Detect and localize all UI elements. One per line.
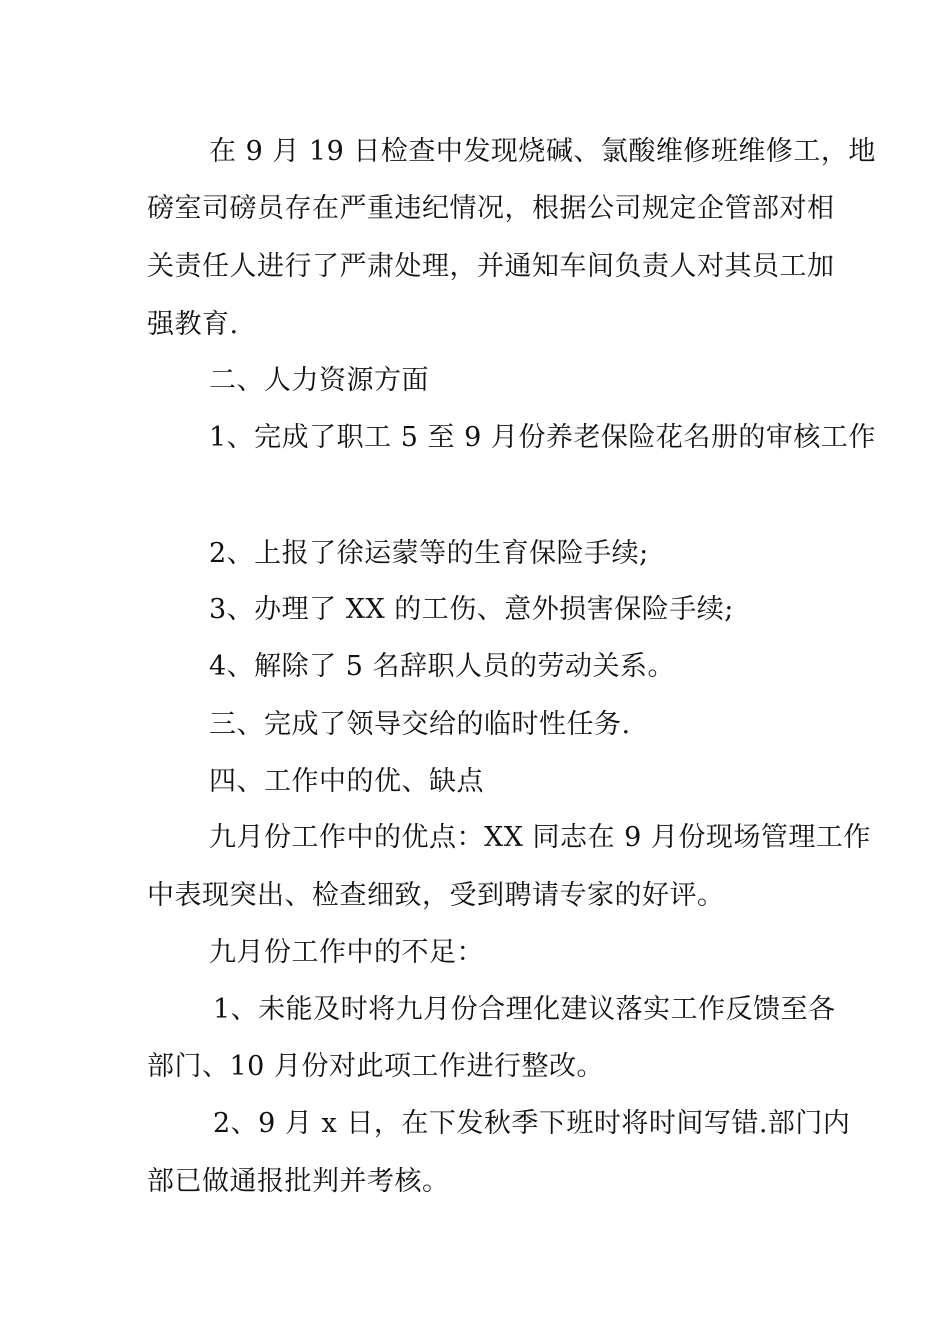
paragraph-line: 部门、10 月份对此项工作进行整改。 — [147, 1051, 604, 1082]
list-item: 4、解除了 5 名辞职人员的劳动关系。 — [209, 651, 676, 682]
list-item: 2、9 月 x 日，在下发秋季下班时将时间写错.部门内 — [213, 1108, 851, 1139]
paragraph-line: 在 9 月 19 日检查中发现烧碱、氯酸维修班维修工，地 — [209, 136, 876, 167]
section-heading: 四、工作中的优、缺点 — [209, 766, 484, 797]
paragraph-line: 中表现突出、检查细致，受到聘请专家的好评。 — [147, 880, 725, 911]
list-item: 3、办理了 XX 的工伤、意外损害保险手续; — [209, 594, 734, 625]
paragraph-line: 磅室司磅员存在严重违纪情况，根据公司规定企管部对相 — [147, 193, 835, 224]
list-item: 1、未能及时将九月份合理化建议落实工作反馈至各 — [213, 994, 836, 1025]
paragraph-line: 九月份工作中的优点：XX 同志在 9 月份现场管理工作 — [209, 822, 871, 853]
paragraph-line: 强教育. — [147, 309, 239, 340]
list-item: 1、完成了职工 5 至 9 月份养老保险花名册的审核工作 — [209, 422, 876, 453]
paragraph-line: 部已做通报批判并考核。 — [147, 1166, 450, 1197]
paragraph-line: 关责任人进行了严肃处理，并通知车间负责人对其员工加 — [147, 251, 835, 282]
section-heading: 二、人力资源方面 — [209, 365, 429, 396]
list-item: 2、上报了徐运蒙等的生育保险手续; — [209, 538, 649, 569]
section-heading: 三、完成了领导交给的临时性任务. — [209, 709, 631, 740]
paragraph-line: 九月份工作中的不足： — [209, 937, 484, 968]
